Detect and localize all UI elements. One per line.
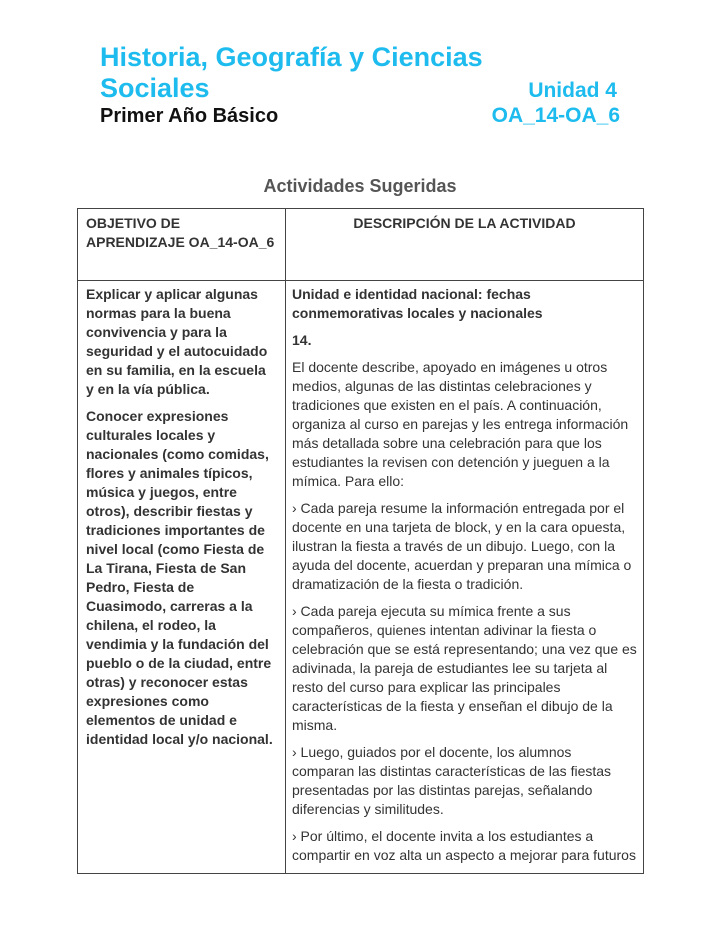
- description-header: DESCRIPCIÓN DE LA ACTIVIDAD: [286, 209, 644, 281]
- activities-table: [77, 208, 644, 874]
- grade-oa-row: [100, 104, 620, 128]
- objective-text: Explicar y aplicar algunas normas para la buena convivencia y para la seguridad y el autocuidado en su familia, en la escuela y en la vía pública.: [86, 286, 268, 397]
- activity-description-cell: [286, 281, 644, 874]
- section-title: Actividades Sugeridas: [263, 176, 457, 196]
- activity-intro: El docente describe, apoyado en imágenes u otros medios, algunas de las distintas celebraciones y tradiciones que existen en el país. A continuación, organiza al curso en parejas y les entrega información más detallada sobre una celebración para que los estudiantes la revisen con detención y jueguen a la mímica. Para ello:: [292, 359, 629, 489]
- subject-title-line1: Historia, Geografía y Ciencias: [100, 42, 483, 72]
- objective-header: OBJETIVO DE APRENDIZAJE OA_14-OA_6: [78, 209, 286, 281]
- subject-title-line2: Sociales: [100, 73, 210, 103]
- oa-code: OA_14-OA_6: [491, 104, 620, 127]
- objective-text: Conocer expresiones culturales locales y nacionales (como comidas, flores y animales típicos, música y juegos, entre otros), describir fiestas y tradiciones importantes de nivel local (como Fiesta de La Tirana, Fiesta de San Pedro, Fiesta de Cuasimodo, carreras a la chilena, el rodeo, la vendimia y la fundación del pueblo o de la ciudad, entre otras) y reconocer estas expresiones como elementos de unidad e identidad local y/o nacional.: [86, 408, 273, 747]
- subject-unit-row: [100, 73, 617, 104]
- activity-step: › Luego, guiados por el docente, los alumnos comparan las distintas características de las fiestas presentadas por las distintas parejas, señalando diferencias y similitudes.: [292, 744, 612, 817]
- activity-title: Unidad e identidad nacional: fechas conmemorativas locales y nacionales: [292, 286, 543, 321]
- activity-number: 14.: [292, 332, 312, 348]
- activity-step: › Cada pareja resume la información entregada por el docente en una tarjeta de block, y en la cara opuesta, ilustran la fiesta a través de un dibujo. Luego, con la ayuda del docente, acuerdan y preparan una mímica o dramatización de la fiesta o tradición.: [292, 500, 632, 592]
- table-row: [78, 281, 644, 874]
- activity-step: › Cada pareja ejecuta su mímica frente a sus compañeros, quienes intentan adivinar la fiesta o celebración que se está representando; una vez que es adivinada, la pareja de estudiantes lee su tarjeta al resto del curso para explicar las principales características de la fiesta y enseñan el dibujo de la misma.: [292, 603, 637, 733]
- table-header-row: [78, 209, 644, 281]
- activity-step: › Por último, el docente invita a los estudiantes a compartir en voz alta un aspecto a mejorar para futuros: [292, 828, 636, 863]
- unit-label: Unidad 4: [528, 79, 617, 102]
- grade-label: Primer Año Básico: [100, 105, 279, 127]
- objectives-cell: [78, 281, 286, 874]
- document-header: [100, 42, 620, 128]
